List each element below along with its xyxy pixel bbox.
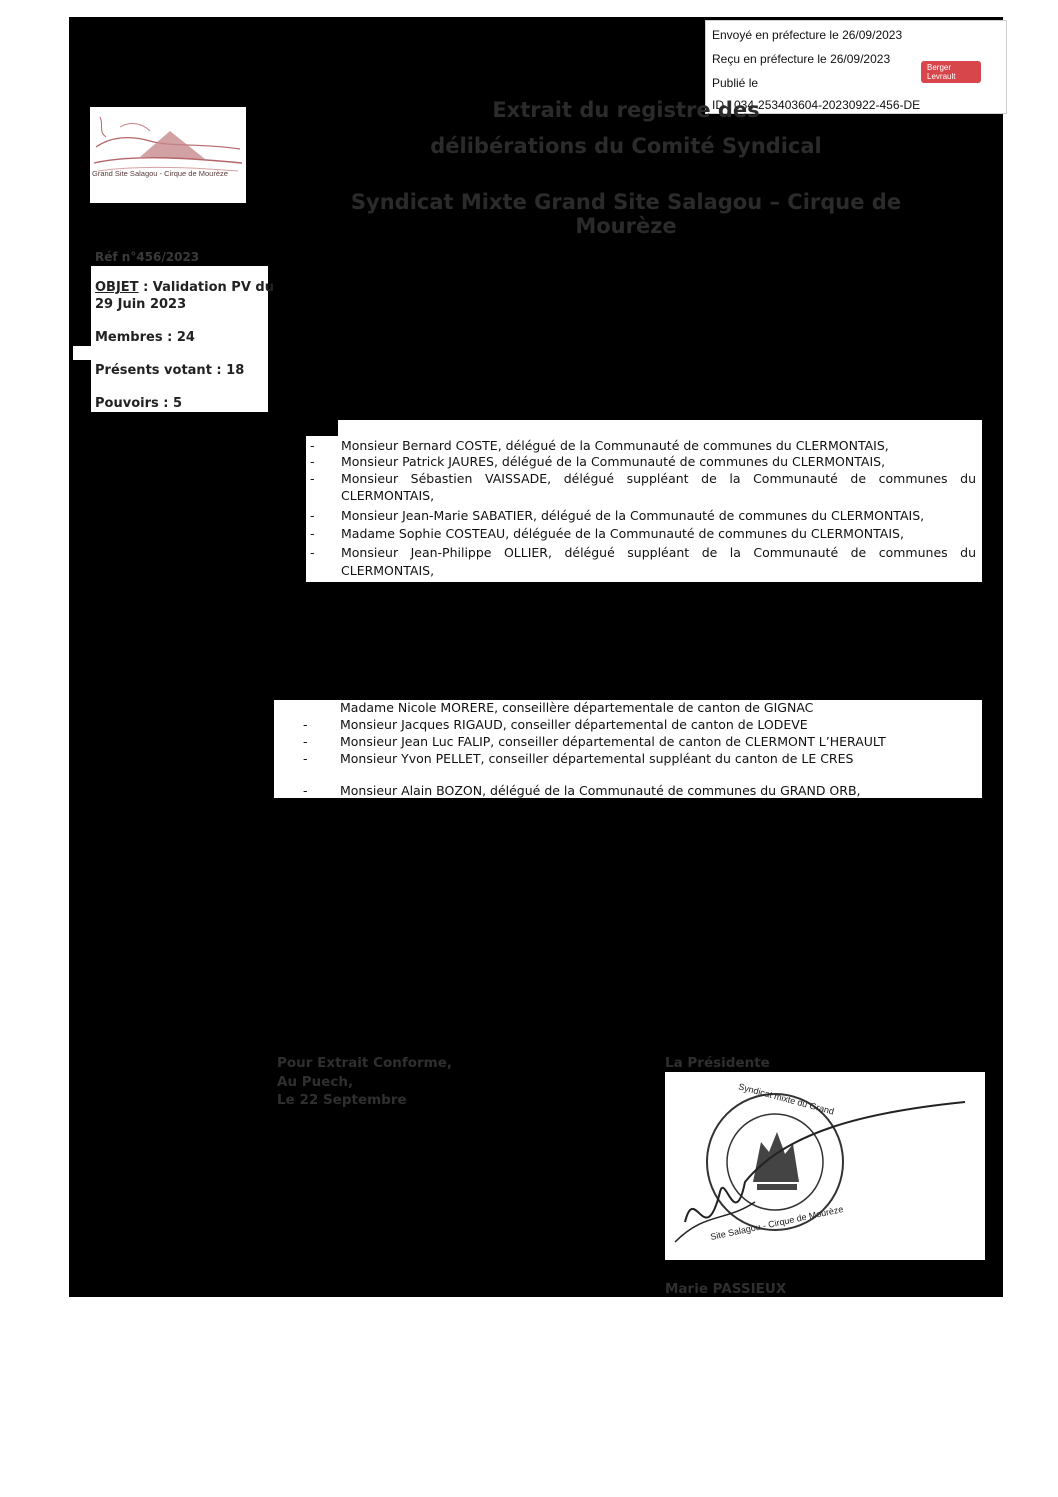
- berger-levrault-logo: [921, 61, 981, 83]
- list-item: Monsieur Sébastien VAISSADE, délégué suppléant de la Communauté de communes du: [341, 471, 976, 486]
- list-item: Monsieur Jean Luc FALIP, conseiller départemental de canton de CLERMONT L’HERAULT: [340, 734, 886, 749]
- title-line-2: délibérations du Comité Syndical: [430, 134, 822, 158]
- bullet-dash: -: [310, 508, 315, 523]
- logo-caption: Grand Site Salagou - Cirque de Mourèze: [92, 169, 228, 178]
- landscape-icon: [90, 107, 246, 203]
- list-item: Monsieur Bernard COSTE, délégué de la Communauté de communes du CLERMONTAIS,: [341, 438, 889, 453]
- list-item-continued: CLERMONTAIS,: [341, 488, 435, 503]
- seal-text-top: Syndicat mixte du Grand: [737, 1081, 836, 1117]
- list-item-continued: CLERMONTAIS,: [341, 563, 435, 578]
- objet-line: [95, 280, 274, 295]
- bullet-dash: -: [310, 526, 315, 541]
- list-item: Monsieur Yvon PELLET, conseiller départemental suppléant du canton de LE CRES: [340, 751, 854, 766]
- bullet-dash: -: [310, 438, 315, 453]
- clermontais-delegates-list: [306, 436, 982, 582]
- badge-line-1: Berger: [927, 63, 952, 72]
- signature-date: Le 22 Septembre: [277, 1092, 407, 1108]
- list-item: Monsieur Patrick JAURES, délégué de la Communauté de communes du CLERMONTAIS,: [341, 454, 886, 469]
- bullet-dash: -: [303, 751, 308, 766]
- bullet-dash: -: [310, 454, 315, 469]
- list-item: Monsieur Jean-Philippe OLLIER, délégué suppléant de la Communauté de communes du: [341, 545, 976, 560]
- stamp-id: ID : 034-253403604-20230922-456-DE: [712, 98, 921, 112]
- badge-line-2: Levrault: [927, 72, 956, 81]
- pouvoirs-count: Pouvoirs : 5: [95, 396, 183, 411]
- list-item: Monsieur Jean-Marie SABATIER, délégué de la Communauté de communes du CLERMONTAIS,: [341, 508, 925, 523]
- page-subtitle: Syndicat Mixte Grand Site Salagou – Cirque de Mourèze: [350, 190, 902, 238]
- objet-date: 29 Juin 2023: [95, 297, 187, 312]
- bullet-dash: -: [310, 545, 315, 560]
- membres-count: Membres : 24: [95, 330, 195, 345]
- list-item: Madame Nicole MORERE, conseillère départementale de canton de GIGNAC: [340, 700, 814, 715]
- list-item: Madame Sophie COSTEAU, déléguée de la Communauté de communes du CLERMONTAIS,: [341, 526, 904, 541]
- list-item: Monsieur Alain BOZON, délégué de la Communauté de communes du GRAND ORB,: [340, 783, 861, 798]
- objet-text: : Validation PV du: [138, 280, 274, 295]
- bullet-dash: -: [303, 783, 308, 798]
- deliberation-summary: [91, 266, 274, 412]
- seal-text-bottom: Site Salagou - Cirque de Mourèze: [709, 1204, 845, 1242]
- bullet-dash: -: [303, 734, 308, 749]
- list-item: Monsieur Jacques RIGAUD, conseiller départemental de canton de LODEVE: [340, 717, 808, 732]
- objet-label: OBJET: [95, 280, 139, 295]
- presents-count: Présents votant : 18: [95, 363, 245, 378]
- president-title: La Présidente: [665, 1055, 770, 1071]
- departement-delegates-list: [274, 700, 982, 798]
- extract-conforme: Pour Extrait Conforme,: [277, 1055, 453, 1071]
- signature-stamp-area: [665, 1072, 985, 1260]
- margin-mark: [73, 346, 93, 360]
- place: Au Puech,: [277, 1074, 354, 1090]
- president-name: Marie PASSIEUX: [665, 1281, 787, 1297]
- reference-number: Réf n°456/2023: [95, 250, 200, 264]
- bullet-dash: -: [303, 717, 308, 732]
- stamp-publie: Publié le: [712, 76, 759, 90]
- title-line-1: Extrait du registre des: [492, 98, 760, 122]
- bullet-dash: -: [310, 471, 315, 486]
- stamp-recu: Reçu en préfecture le 26/09/2023: [712, 52, 891, 66]
- stamp-envoye: Envoyé en préfecture le 26/09/2023: [712, 28, 903, 42]
- grand-site-logo: [90, 107, 246, 203]
